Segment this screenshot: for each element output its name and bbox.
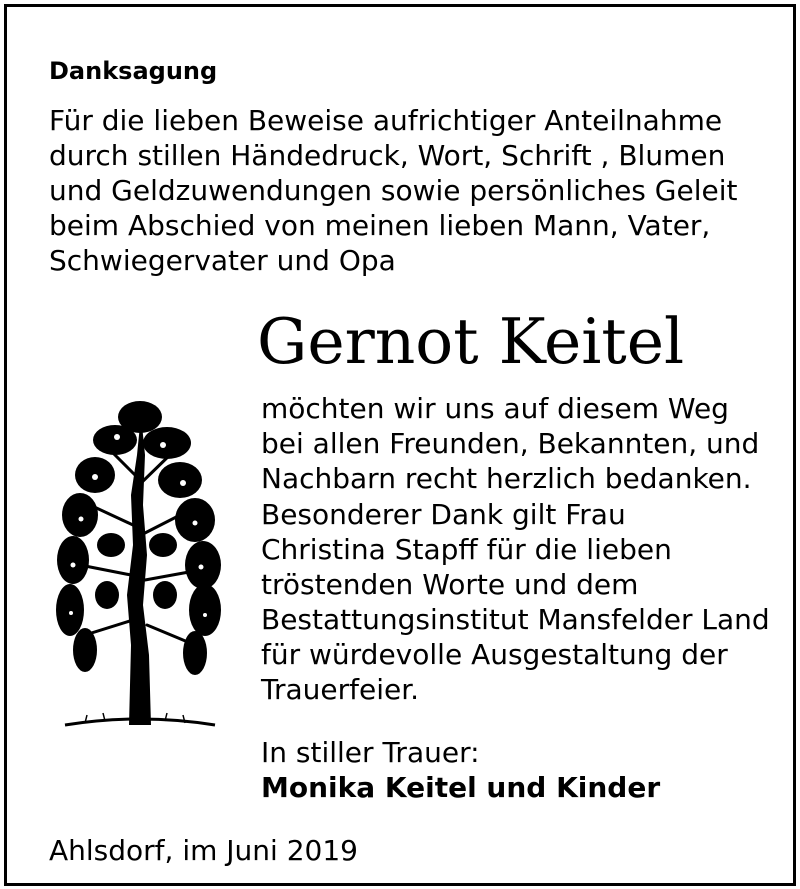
- thanks-text: [261, 391, 781, 496]
- special-line: Bestattungsinstitut Mansfelder Land: [261, 603, 770, 636]
- special-line: Trauerfeier.: [261, 673, 420, 706]
- intro-line: durch stillen Händedruck, Wort, Schrift , Blumen: [49, 139, 726, 172]
- special-line: Besonderer Dank gilt Frau: [261, 498, 626, 531]
- thanks-line: bei allen Freunden, Bekannten, und: [261, 427, 760, 460]
- birch-tree-icon: [45, 395, 225, 731]
- intro-line: und Geldzuwendungen sowie persönliches Geleit: [49, 174, 738, 207]
- deceased-name: Gernot Keitel: [257, 305, 685, 378]
- special-thanks-text: [261, 497, 781, 707]
- thanks-line: Nachbarn recht herzlich bedanken.: [261, 462, 752, 495]
- intro-line: Für die lieben Beweise aufrichtiger Anteilnahme: [49, 104, 723, 137]
- special-line: tröstenden Worte und dem: [261, 568, 639, 601]
- obituary-notice: [4, 4, 796, 886]
- special-line: Christina Stapff für die lieben: [261, 533, 672, 566]
- intro-text: [49, 103, 769, 278]
- special-line: für würdevolle Ausgestaltung der: [261, 638, 728, 671]
- place-date: Ahlsdorf, im Juni 2019: [49, 834, 358, 867]
- intro-line: Schwiegervater und Opa: [49, 244, 396, 277]
- notice-heading: Danksagung: [49, 57, 218, 85]
- mourning-label: In stiller Trauer:: [261, 736, 480, 769]
- mourning-block: [261, 735, 781, 805]
- signer-names: Monika Keitel und Kinder: [261, 771, 661, 804]
- intro-line: beim Abschied von meinen lieben Mann, Vater,: [49, 209, 711, 242]
- thanks-line: möchten wir uns auf diesem Weg: [261, 392, 729, 425]
